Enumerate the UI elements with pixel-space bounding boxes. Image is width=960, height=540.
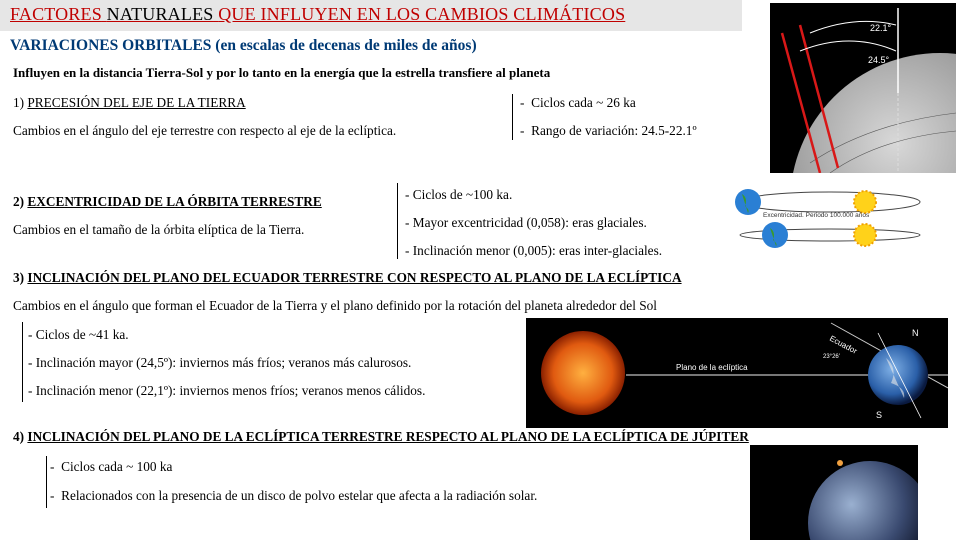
section-2-bullet: - Inclinación menor (0,005): eras inter-glaciales.	[405, 243, 663, 258]
plane-label: Plano de la eclíptica	[676, 363, 748, 372]
north-label: N	[912, 328, 919, 338]
section-1-text: Cambios en el ángulo del eje terrestre con respecto al eje de la eclíptica.	[13, 123, 397, 138]
angle-label: 22.1°	[870, 23, 892, 33]
south-label: S	[876, 410, 883, 420]
section-3-bullet: - Inclinación mayor (24,5º): inviernos más fríos; veranos más calurosos.	[28, 355, 412, 370]
page-title: FACTORES NATURALES QUE INFLUYEN EN LOS CAMBIOS CLIMÁTICOS	[10, 4, 626, 24]
section-1-bullet: - Rango de variación: 24.5-22.1º	[520, 123, 697, 138]
section-3-bullet: - Ciclos de ~41 ka.	[28, 327, 129, 342]
section-2-heading: 2) EXCENTRICIDAD DE LA ÓRBITA TERRESTRE	[13, 194, 322, 209]
intro-text: Influyen en la distancia Tierra-Sol y por lo tanto en la energía que la estrella transfiere al planeta	[13, 65, 551, 80]
page-subtitle: VARIACIONES ORBITALES (en escalas de decenas de miles de años)	[10, 37, 477, 54]
section-3-bullet: - Inclinación menor (22,1º): inviernos menos fríos; veranos menos cálidos.	[28, 383, 426, 398]
section-2-bullet: - Mayor excentricidad (0,058): eras glaciales.	[405, 215, 647, 230]
section-3-heading: 3) INCLINACIÓN DEL PLANO DEL ECUADOR TERRESTRE CON RESPECTO AL PLANO DE LA ECLÍPTICA	[13, 270, 682, 285]
section-4-bracket	[46, 456, 47, 508]
section-1-bullet: - Ciclos cada ~ 26 ka	[520, 95, 636, 110]
section-4-bullet: - Ciclos cada ~ 100 ka	[50, 459, 173, 474]
section-4-bullet: - Relacionados con la presencia de un disco de polvo estelar que afecta a la radiación solar.	[50, 488, 538, 503]
section-4-heading: 4) INCLINACIÓN DEL PLANO DE LA ECLÍPTICA TERRESTRE RESPECTO AL PLANO DE LA ECLÍPTICA DE JÚPITER	[13, 429, 749, 444]
space-figure	[750, 445, 918, 540]
section-2-bracket	[397, 183, 398, 259]
obliquity-figure	[526, 318, 948, 428]
equator-label: Ecuador	[828, 333, 859, 356]
precession-figure	[770, 3, 956, 173]
section-2-bullet: - Ciclos de ~100 ka.	[405, 187, 513, 202]
section-3-bracket	[22, 322, 23, 402]
section-2-text: Cambios en el tamaño de la órbita elíptica de la Tierra.	[13, 222, 305, 237]
section-3-text: Cambios en el ángulo que forman el Ecuador de la Tierra y el plano definido por la rotación del planeta alrededor del Sol	[13, 298, 657, 313]
angle-label: 24.5°	[868, 55, 890, 65]
obliquity-angle: 23°26'	[823, 354, 840, 360]
section-1-bracket	[512, 94, 513, 140]
eccentricity-figure	[730, 180, 940, 258]
section-1-heading: 1) PRECESIÓN DEL EJE DE LA TIERRA	[13, 95, 246, 110]
eccentricity-label: Excentricidad. Periodo 100.000 años	[763, 212, 870, 219]
